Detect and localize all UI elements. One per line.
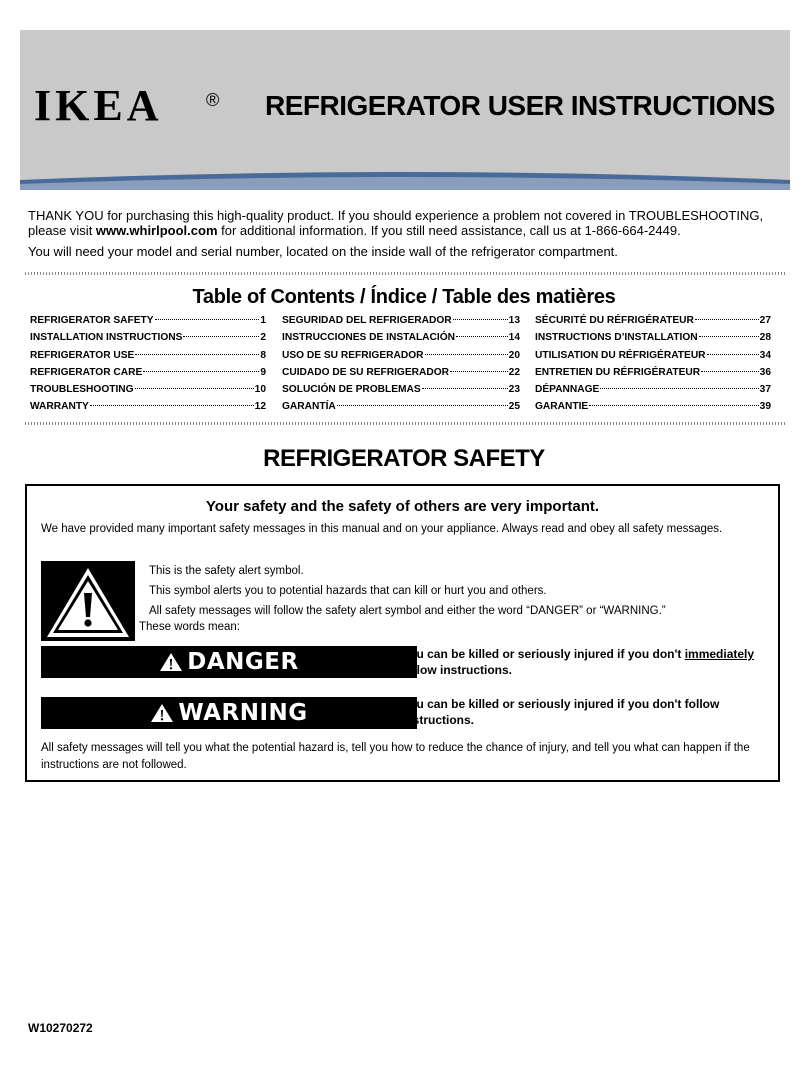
toc-column-spanish (282, 312, 520, 416)
immediately-emphasis: immediately (684, 647, 755, 661)
safety-intro: We have provided many important safety messages in this manual and on your appliance. Always read and obey all safety messages. (41, 523, 723, 535)
document-title: REFRIGERATOR USER INSTRUCTIONS (265, 90, 775, 121)
ikea-logo-text: IKEA (34, 86, 163, 126)
danger-signal-label (41, 646, 417, 678)
toc-column-english (30, 312, 266, 416)
dotted-divider (25, 422, 785, 425)
intro-p1-post: for additional information. If you still need assistance, call us at 1-866-664-2449. (217, 223, 681, 238)
safety-closing: All safety messages will tell you what the potential hazard is, tell you how to reduce the chance of injury, and tell you what can happen if the instructions are not followed. (41, 742, 750, 771)
dotted-divider (25, 272, 785, 275)
warning-description: You can be killed or seriously injured if you don't follow instructions. (402, 697, 720, 727)
danger-label: DANGER (187, 649, 299, 675)
toc-entry[interactable]: WARRANTY 12 (30, 401, 266, 413)
toc-entry[interactable]: SEGURIDAD DEL REFRIGERADOR 13 (282, 315, 520, 326)
toc-title: Table of Contents / Índice / Table des matières (192, 286, 616, 308)
alert-triangle-icon (159, 652, 183, 672)
intro-paragraph-2: You will need your model and serial number, located on the inside wall of the refrigerator compartment. (28, 244, 618, 259)
toc-entry[interactable]: INSTRUCTIONS D’INSTALLATION 28 (535, 332, 771, 344)
alert-explanation (135, 561, 775, 633)
ikea-logo-mark (34, 86, 204, 126)
header-swoosh (20, 170, 790, 190)
toc-entry[interactable]: UTILISATION DU RÉFRIGÉRATEUR 34 (535, 349, 771, 361)
intro-paragraph-1 (28, 208, 788, 238)
safety-alert-icon (41, 561, 149, 641)
toc-entry[interactable]: GARANTÍA 25 (282, 401, 520, 413)
section-title-refrigerator-safety: REFRIGERATOR SAFETY (263, 445, 545, 472)
intro-text (28, 208, 788, 265)
alert-line: This is the safety alert symbol. (149, 565, 304, 577)
whirlpool-link[interactable]: www.whirlpool.com (95, 223, 218, 238)
warning-signal-label (41, 697, 417, 729)
toc-entry[interactable]: SOLUCIÓN DE PROBLEMAS 23 (282, 384, 520, 396)
ikea-logo (34, 86, 204, 126)
header-banner (20, 30, 790, 190)
intro-p1-pre: THANK YOU for purchasing this high-quality product. If you should experience a problem not covered in TROUBLESHOOTING, please visit (28, 208, 764, 238)
toc-entry[interactable]: GARANTIE 39 (535, 401, 771, 413)
toc-entry[interactable]: ENTRETIEN DU RÉFRIGÉRATEUR 36 (535, 366, 771, 378)
alert-line: This symbol alerts you to potential hazards that can kill or hurt you and others. (149, 585, 547, 597)
toc-entry[interactable]: REFRIGERATOR USE 8 (30, 349, 266, 361)
toc-entry[interactable]: USO DE SU REFRIGERADOR 20 (282, 349, 520, 361)
warning-label: WARNING (178, 700, 308, 726)
toc-entry[interactable]: CUIDADO DE SU REFRIGERADOR 22 (282, 366, 520, 378)
toc-entry[interactable]: REFRIGERATOR SAFETY 1 (30, 315, 266, 326)
alert-line: All safety messages will follow the safety alert symbol and either the word “DANGER” or “WARNING.” (149, 605, 666, 617)
toc-entry[interactable]: INSTALLATION INSTRUCTIONS 2 (30, 332, 266, 344)
toc-entry[interactable]: DÉPANNAGE 37 (535, 384, 771, 396)
toc-entry[interactable]: SÉCURITÉ DU RÉFRIGÉRATEUR 27 (535, 315, 771, 326)
toc-column-french (535, 312, 771, 416)
toc-entry[interactable]: TROUBLESHOOTING 10 (30, 384, 266, 396)
registered-mark: ® (206, 90, 220, 110)
toc-entry[interactable]: INSTRUCCIONES DE INSTALACIÓN 14 (282, 332, 520, 344)
safety-headline: Your safety and the safety of others are very important. (205, 498, 600, 515)
danger-description: You can be killed or seriously injured if you don't immediately follow instructions. (402, 647, 755, 677)
part-number: W10270272 (28, 1021, 93, 1035)
toc-entry[interactable]: REFRIGERATOR CARE 9 (30, 366, 266, 378)
alert-triangle-icon (150, 703, 174, 723)
safety-box (25, 484, 780, 782)
alert-line: These words mean: (139, 621, 240, 633)
